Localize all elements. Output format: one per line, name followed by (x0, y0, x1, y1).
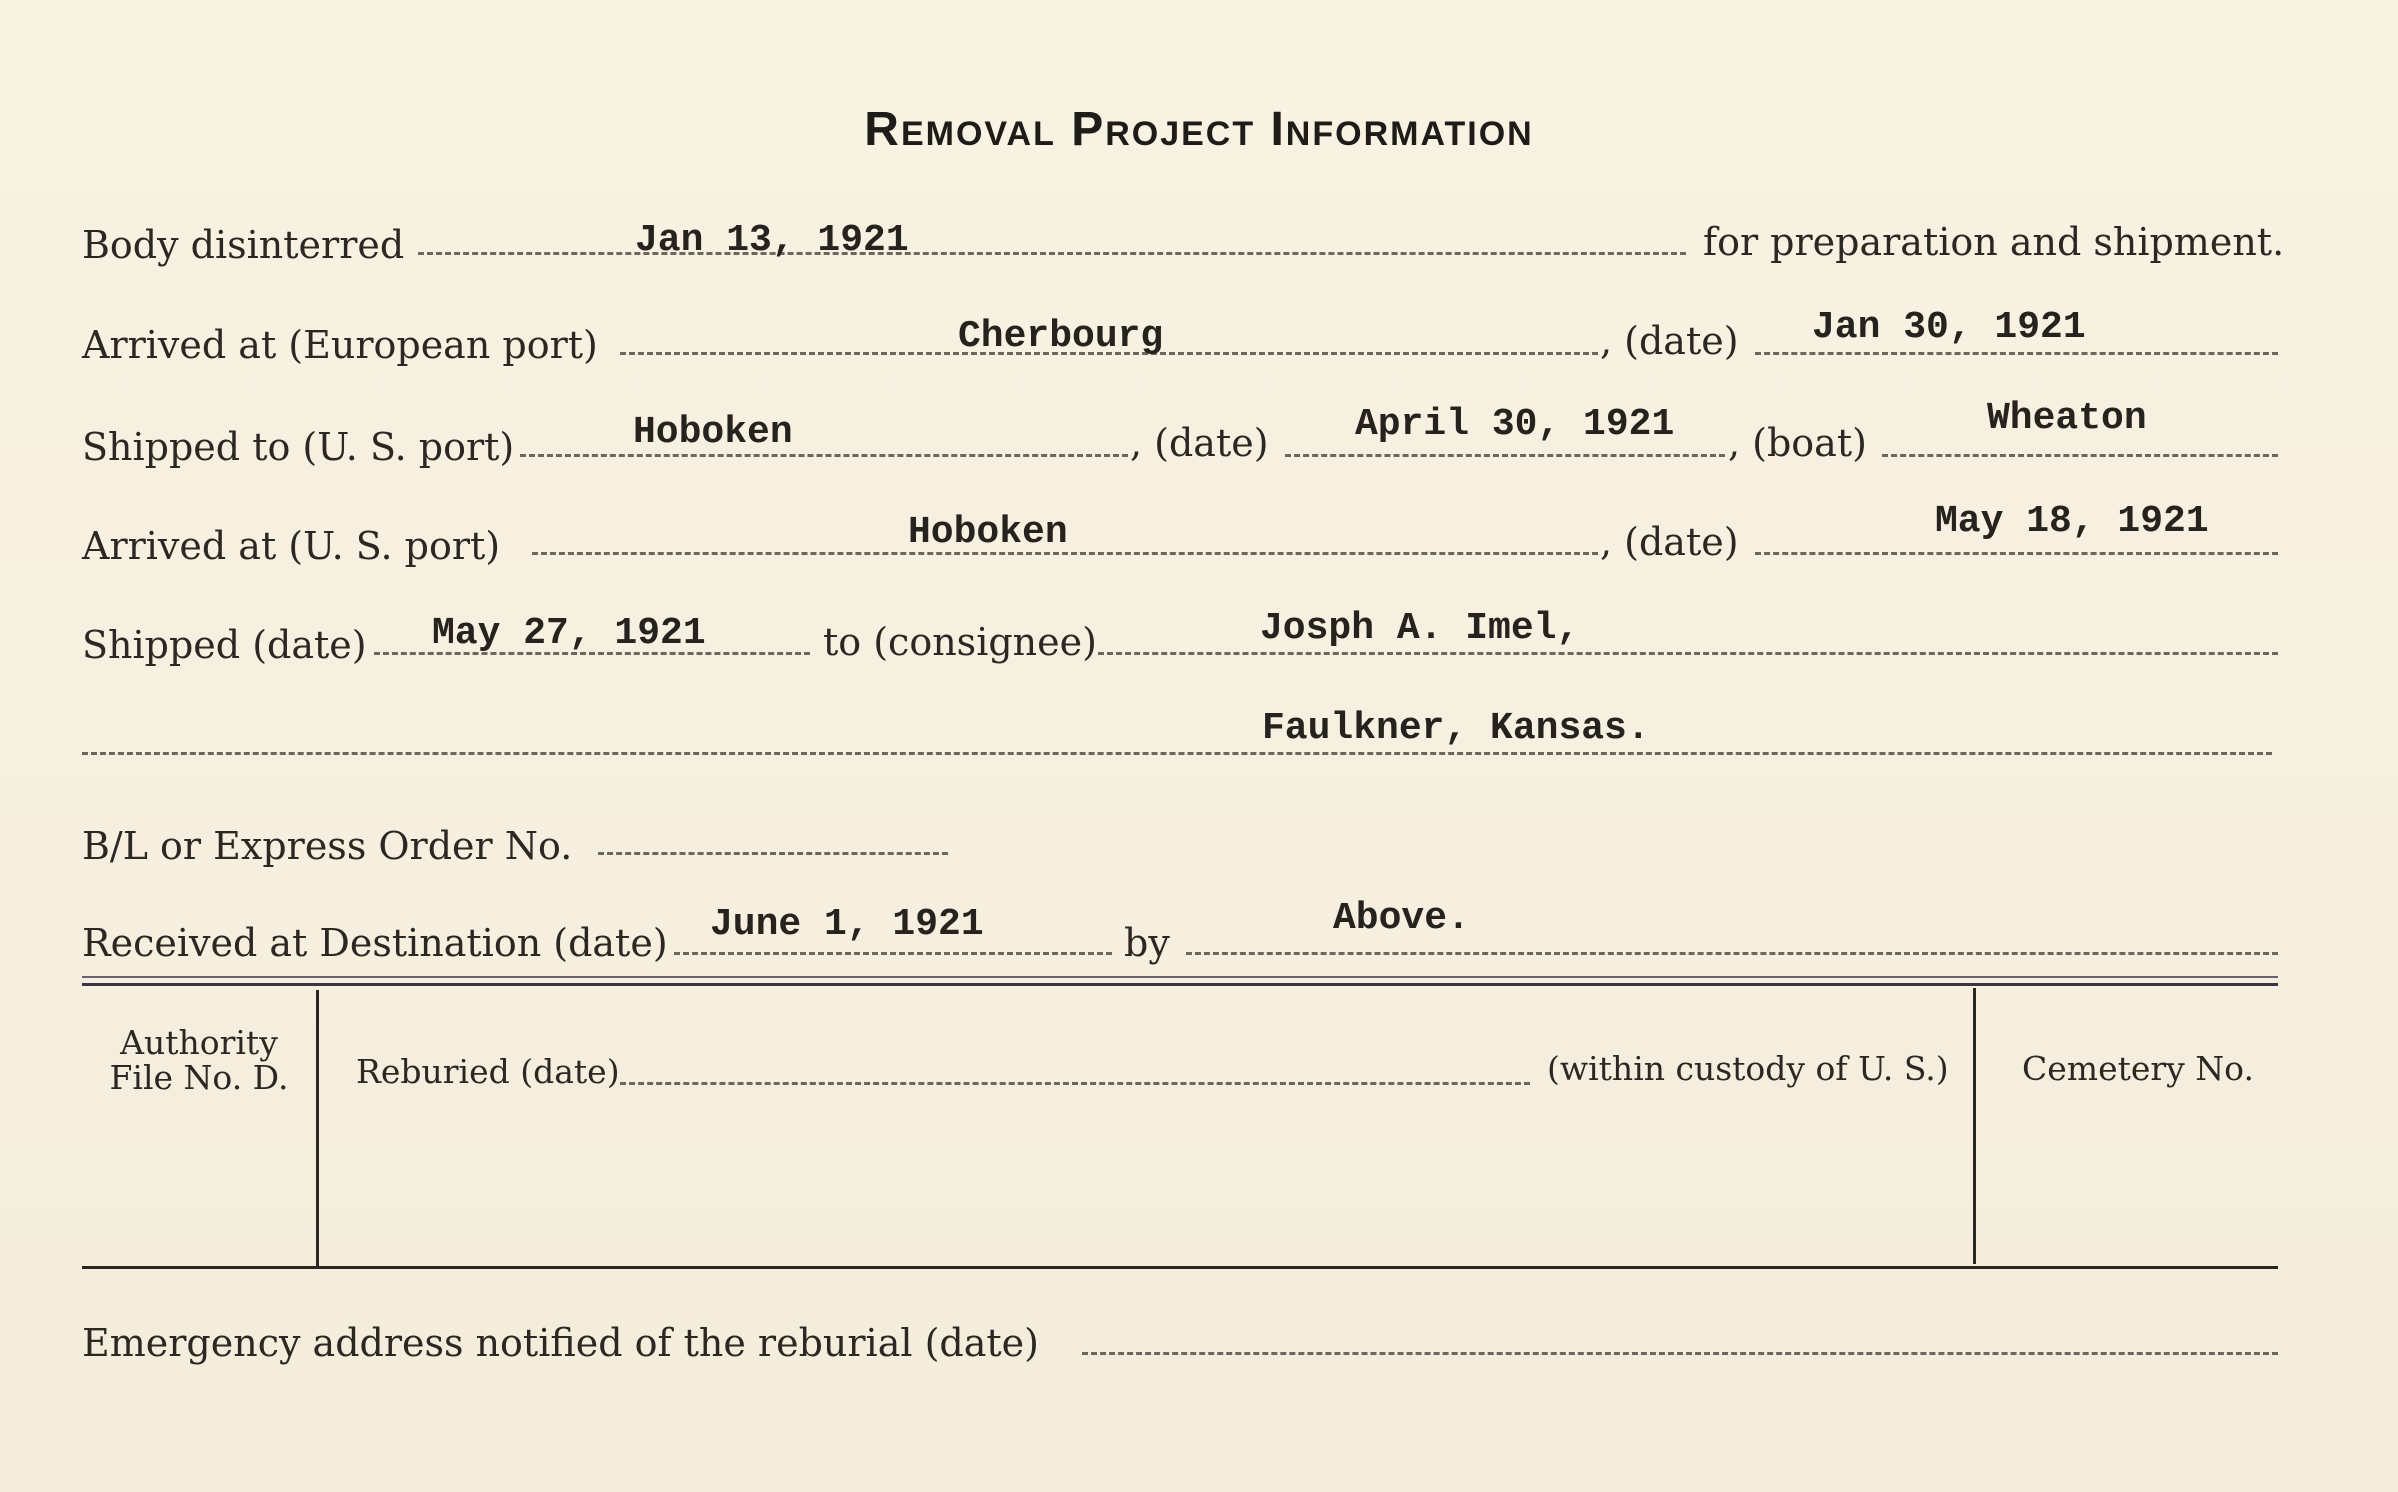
shipped-us-date-label: , (date) (1130, 421, 1269, 465)
received-by-label: by (1124, 921, 1170, 965)
consignee-label: to (consignee) (823, 620, 1097, 664)
card-title: Removal Project Information (864, 103, 1534, 156)
arrived-europe-date-line (1755, 352, 2278, 355)
received-date[interactable]: June 1, 1921 (710, 903, 984, 946)
arrived-europe-label: Arrived at (European port) (82, 323, 598, 367)
authority-label-line1: Authority (120, 1023, 278, 1062)
arrived-us-date-label: , (date) (1600, 520, 1739, 564)
reburied-line[interactable] (620, 1082, 1530, 1085)
divider-rule-bottom (82, 983, 2278, 986)
divider-rule-top (82, 976, 2278, 978)
bl-order-label: B/L or Express Order No. (82, 824, 573, 868)
received-by-line (1186, 952, 2278, 955)
custody-label: (within custody of U. S.) (1547, 1049, 1949, 1088)
shipped-us-label: Shipped to (U. S. port) (82, 425, 515, 469)
lower-section-rule (82, 1266, 2278, 1269)
arrived-us-date-line (1755, 552, 2278, 555)
emergency-line[interactable] (1082, 1352, 2278, 1355)
consignee-name[interactable]: Josph A. Imel, (1260, 607, 1580, 650)
authority-column-divider (316, 990, 319, 1268)
shipped-date[interactable]: May 27, 1921 (432, 612, 706, 655)
consignee-address-line (82, 752, 2272, 755)
arrived-us-port[interactable]: Hoboken (908, 511, 1068, 554)
shipped-date-label: Shipped (date) (82, 623, 367, 667)
arrived-us-date[interactable]: May 18, 1921 (1935, 500, 2209, 543)
arrived-europe-port[interactable]: Cherbourg (958, 315, 1164, 358)
cemetery-column-divider (1973, 988, 1976, 1264)
consignee-line (1098, 652, 2278, 655)
reburied-label: Reburied (date) (356, 1052, 620, 1091)
cemetery-label: Cemetery No. (2022, 1049, 2254, 1088)
shipped-us-port-line (520, 454, 1128, 457)
shipped-us-port[interactable]: Hoboken (633, 411, 793, 454)
shipped-us-boat-label: , (boat) (1728, 421, 1867, 465)
disinterred-label: Body disinterred (82, 223, 405, 267)
shipped-us-boat-line (1882, 454, 2278, 457)
disinterred-line (418, 252, 1686, 255)
received-date-line (674, 952, 1112, 955)
disinterred-suffix: for preparation and shipment. (1703, 220, 2285, 264)
shipped-us-date[interactable]: April 30, 1921 (1355, 403, 1675, 446)
emergency-label: Emergency address notified of the reburial (date) (82, 1321, 1039, 1365)
arrived-europe-date[interactable]: Jan 30, 1921 (1812, 306, 2086, 349)
authority-file-label (92, 1023, 306, 1097)
received-label: Received at Destination (date) (82, 921, 668, 965)
authority-label-line2: File No. D. (109, 1057, 289, 1097)
received-by[interactable]: Above. (1333, 897, 1470, 940)
shipped-us-date-line (1285, 454, 1725, 457)
bl-order-line[interactable] (598, 852, 948, 855)
disinterred-value[interactable]: Jan 13, 1921 (635, 219, 909, 262)
consignee-address[interactable]: Faulkner, Kansas. (1262, 707, 1650, 750)
shipped-us-boat[interactable]: Wheaton (1987, 397, 2147, 440)
arrived-us-label: Arrived at (U. S. port) (82, 524, 501, 568)
arrived-europe-date-label: , (date) (1600, 319, 1739, 363)
